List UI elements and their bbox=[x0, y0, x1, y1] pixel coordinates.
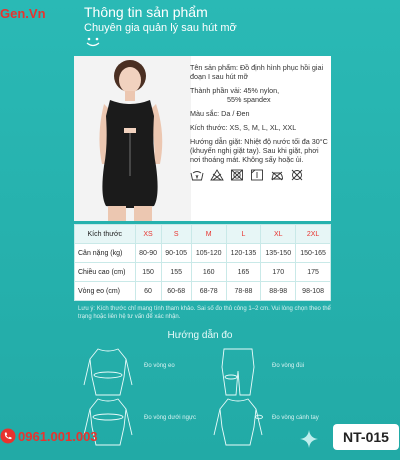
table-header-cell: Kích thước bbox=[75, 225, 136, 244]
hand-wash-icon bbox=[190, 169, 204, 181]
table-row bbox=[75, 263, 331, 282]
composition-line-2: 55% spandex bbox=[227, 95, 271, 104]
table-cell: 150 bbox=[135, 263, 161, 282]
smile-icon bbox=[84, 35, 102, 49]
page-subtitle: Chuyên gia quản lý sau hút mỡ bbox=[84, 22, 237, 34]
table-cell: Chiều cao (cm) bbox=[75, 263, 136, 282]
table-row bbox=[75, 282, 331, 301]
table-cell: 150-165 bbox=[296, 244, 331, 263]
table-cell: 120-135 bbox=[226, 244, 261, 263]
table-cell: 165 bbox=[226, 263, 261, 282]
size-table bbox=[74, 224, 331, 301]
phone-icon bbox=[0, 428, 16, 444]
table-header-row bbox=[75, 225, 331, 244]
no-bleach-icon bbox=[210, 169, 224, 181]
product-card bbox=[74, 56, 331, 221]
table-cell: 68-78 bbox=[191, 282, 226, 301]
no-dry-clean-icon bbox=[290, 169, 304, 181]
table-cell: 78-88 bbox=[226, 282, 261, 301]
table-row bbox=[75, 244, 331, 263]
thigh-figure-icon bbox=[210, 347, 266, 397]
table-cell: 160 bbox=[191, 263, 226, 282]
waist-figure-icon bbox=[80, 347, 136, 397]
guide-label-thigh: Đo vòng đùi bbox=[272, 363, 305, 369]
table-cell: 80-90 bbox=[135, 244, 161, 263]
wash-instructions: Hướng dẫn giặt: Nhiệt độ nước tối đa 30°C (khuyến nghị giặt tay). Sau khi giặt, phơi nơi thoáng mát. Không sấy hoặc ủi. bbox=[190, 137, 328, 164]
care-icons bbox=[190, 169, 330, 181]
brand-logo[interactable]: Gen.Vn bbox=[0, 6, 46, 21]
composition-line-1: Thành phần vải: 45% nylon, bbox=[190, 86, 280, 95]
product-photo bbox=[74, 56, 191, 221]
dry-shade-icon bbox=[250, 169, 264, 181]
product-colors: Màu sắc: Da / Đen bbox=[190, 109, 250, 118]
phone-contact[interactable] bbox=[0, 428, 98, 444]
table-cell: 90-105 bbox=[161, 244, 191, 263]
guide-label-arm: Đo vòng cánh tay bbox=[272, 415, 319, 421]
measure-guide-title: Hướng dẫn đo bbox=[167, 330, 233, 341]
table-cell: Vòng eo (cm) bbox=[75, 282, 136, 301]
sparkle-icon bbox=[300, 430, 318, 448]
page-title: Thông tin sản phẩm bbox=[84, 4, 208, 20]
product-info bbox=[190, 63, 330, 181]
phone-number[interactable]: 0961.001.003 bbox=[18, 428, 98, 444]
table-header-cell: XS bbox=[135, 225, 161, 244]
table-cell: 135-150 bbox=[261, 244, 296, 263]
table-cell: 60-68 bbox=[161, 282, 191, 301]
table-header-cell: L bbox=[226, 225, 261, 244]
model-illustration bbox=[74, 56, 191, 221]
measure-guide bbox=[80, 345, 330, 445]
table-cell: 175 bbox=[296, 263, 331, 282]
size-note: Lưu ý: Kích thước chỉ mang tính tham khảo. Sai số đo thủ công 1–2 cm. Vui lòng chọn theo thể trạng hoặc liên hệ tư vấn để xác nhận. bbox=[78, 306, 331, 320]
table-cell: 105-120 bbox=[191, 244, 226, 263]
guide-label-underbust: Đo vòng dưới ngực bbox=[144, 415, 196, 421]
table-header-cell: 2XL bbox=[296, 225, 331, 244]
table-cell: 170 bbox=[261, 263, 296, 282]
table-header-cell: M bbox=[191, 225, 226, 244]
table-header-cell: S bbox=[161, 225, 191, 244]
table-cell: Cân nặng (kg) bbox=[75, 244, 136, 263]
product-sizes: Kích thước: XS, S, M, L, XL, XXL bbox=[190, 123, 297, 132]
product-code-badge: NT-015 bbox=[333, 424, 399, 450]
guide-label-waist: Đo vòng eo bbox=[144, 363, 175, 369]
table-cell: 98-108 bbox=[296, 282, 331, 301]
table-cell: 155 bbox=[161, 263, 191, 282]
arm-figure-icon bbox=[210, 397, 266, 447]
product-name: Tên sản phẩm: Đồ định hình phục hồi giai đoạn I sau hút mỡ bbox=[190, 63, 324, 81]
no-tumble-dry-icon bbox=[230, 169, 244, 181]
table-cell: 60 bbox=[135, 282, 161, 301]
no-iron-icon bbox=[270, 169, 284, 181]
table-cell: 88-98 bbox=[261, 282, 296, 301]
table-header-cell: XL bbox=[261, 225, 296, 244]
